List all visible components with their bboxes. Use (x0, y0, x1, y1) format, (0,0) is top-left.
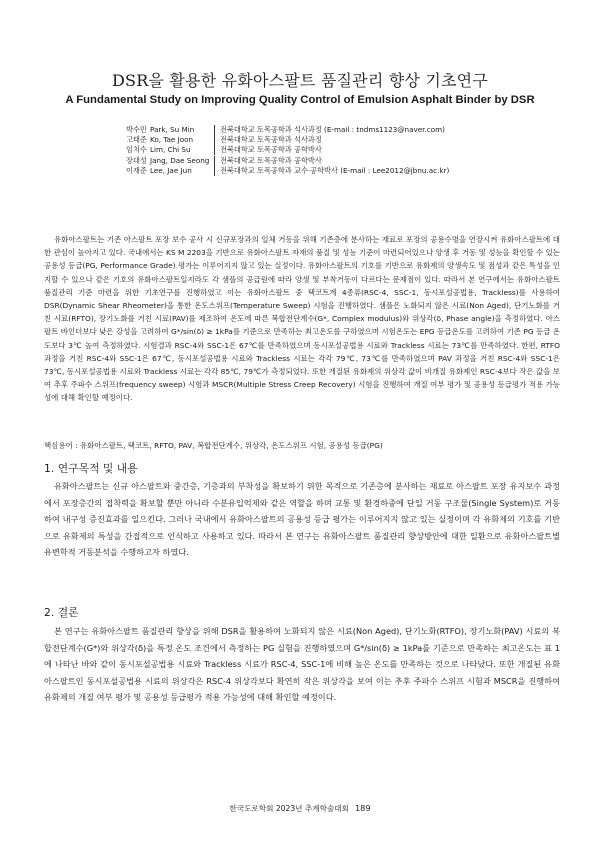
author-divider (214, 125, 215, 135)
page-number: 189 (354, 803, 371, 813)
author-row (126, 156, 546, 166)
author-divider (214, 145, 215, 155)
author-row (126, 125, 546, 135)
author-affiliation: 전북대학교 토목공학과 석사과정 (E-mail : tndms1123@naver.com) (220, 125, 445, 134)
author-divider (214, 166, 215, 176)
author-name-korean: 박수민 (126, 125, 147, 134)
keywords-line: 핵심용어 : 유화아스팔트, 택코트, RFTO, PAV, 복합전단계수, 위상각, 온도스위프 시험, 공용성 등급(PG) (44, 441, 383, 450)
author-affiliation: 전북대학교 토목공학과 공학박사 (220, 145, 322, 155)
paper-title-korean: DSR을 활용한 유화아스팔트 품질관리 향상 기초연구 (112, 71, 488, 90)
section-1-body: 유화아스팔트는 신규 아스팔트와 중간층, 기층과의 부착성을 확보하기 위한 목적으로 기존층에 분사하는 재료로 아스팔트 포장 유지보수 과정에서 포장층간의 접착력을 확보할 뿐만 아니라 수분유입억제와 같은 역할을 하며 교통 및 환경하중에 단일 거동 구조물(Single System)로 거동하여 내구성 증진효과를 일으킨다. 그러나 국내에서 유화아스팔트의 공용성 등급 평가는 이루어지지 않고 있는 실정이며 각 유화제의 기호를 기반으로 유화제의 특성을 간접적으로 인식하고 사용하고 있다. 따라서 본 연구는 유화아스팔트 품질관리 향상방안에 대한 일환으로 유화아스팔트별 유변학적 거동분석을 수행하고자 하였다. (44, 481, 560, 558)
author-divider (214, 156, 215, 166)
author-divider (214, 135, 215, 145)
page-footer (0, 803, 600, 814)
author-list (126, 125, 546, 176)
abstract-paragraph: 유화아스팔트는 기존 아스팔트 포장 보수 공사 시 신규포장과의 일체 거동을 위해 기존층에 분사하는 재료로 포장의 공용수명을 연장시켜 유화아스팔트에 대한 관심이 높아지고 있다. 국내에서는 KS M 2203을 기반으로 유화아스팔트 자재의 품질 및 성능 기준이 마련되어있으나 양생 후 거동 및 성능을 확인할 수 있는 공용성 등급(PG, Performance Grade) 평가는 이루어지지 않고 있는 실정이다. 유화아스팔트의 기호를 기반으로 유화제의 양생속도 및 점성과 같은 특성을 인지할 수 있으나 같은 기호의 유화아스팔트일지라도 각 샘플의 공급원에 따라 양생 및 부착거동이 다르다는 문제점이 있다. 따라서 본 연구에서는 유화아스팔트 품질관리 기준 마련을 위한 기초연구를 진행하였고 이는 유화아스팔트 중 택코트계 4종류(RSC-4, SSC-1, 동시포설공법용, Trackless)를 사용하여 DSR(Dynamic Shear Rheometer)을 통한 온도스위프(Temperature Sweep) 시험을 진행하였다. 샘플은 노화되지 않은 시료(Non Aged), 단기노화를 거친 시료(RFTO), 장기노화를 거친 시료(PAV)를 제조하여 온도에 따른 복합전단계수(G*, Complex modulus)와 위상각(δ, Phase angle)을 측정하였다. 아스팔트 바인더보다 낮은 강성을 고려하여 G*/sin(δ) ≥ 1kPa를 기준으로 만족하는 최고온도를 구하였으며 시험온도는 EPG 등급온도를 고려하여 기존 PG 등급 온도보다 3℃ 높여 측정하였다. 시험결과 RSC-4와 SSC-1은 67℃를 만족하였으며 동시포설공법용 시료와 Trackless 시료는 73℃를 만족하였다. 한편, RTFO 과정을 거친 RSC-4와 SSC-1은 67℃, 동시포설공법용 시료와 Trackless 시료는 각각 79℃, 73℃를 만족하였으며 PAV 과정을 거친 RSC-4와 SSC-1은 73℃, 동시포설공법용 시료와 Trackless 시료는 각각 85℃, 79℃가 측정되었다. 또한 개질된 유화제의 위상각 값이 비개질 유화제인 RSC-4보다 작은 값을 보여 추후 주파수 스위프(frequency sweep) 시험과 MSCR(Multiple Stress Creep Recovery) 시험을 진행하여 개질 여부 평가 및 공용성 등급평가 적용 가능성에 대해 확인할 예정이다. (44, 235, 560, 403)
section-1-heading: 1. 연구목적 및 내용 (44, 462, 138, 475)
author-name-korean: 장대성 (126, 155, 147, 165)
author-name-korean: 고태준 (126, 135, 147, 145)
author-name-english: Lee, Jae Jun (150, 165, 192, 175)
conference-name: 한국도로학회 2023년 추계학술대회 (229, 804, 349, 813)
paper-title-english: A Fundamental Study on Improving Quality Control of Emulsion Asphalt Binder by DSR (65, 94, 535, 106)
author-name-english: Park, Su Min (150, 125, 195, 134)
author-name-english: Lim, Chi Su (150, 145, 191, 155)
author-row (126, 135, 546, 145)
section-2-body: 본 연구는 유화아스팔트 품질관리 향상을 위해 DSR을 활용하여 노화되지 않은 시료(Non Aged), 단기노화(RTFO), 장기노화(PAV) 시료의 복합전단계수(G*)와 위상각(δ)을 특정 온도 조건에서 측정하는 PG 실험을 진행하였으며 G*/sin(δ) ≥ 1kPa를 기준으로 만족하는 최고온도는 표 1에 나타난 바와 같이 동시포설공법용 시료와 Trackless 시료가 RSC-4, SSC-1에 비해 높은 온도를 만족하는 것으로 나타났다. 또한 개질된 유화아스팔트인 동시포설공법용 시료의 위상각은 RSC-4 위상각보다 확연히 작은 위상각을 보여 이는 추후 주파수 스위프 시험과 MSCR을 진행하여 유화제의 개질 여부 평가 및 공용성 등급평가 적용 가능성에 대해 확인할 예정이다. (44, 626, 560, 703)
author-affiliation: 전북대학교 토목공학과 교수·공학박사 (E-mail : Lee2012@jbnu.ac.kr) (220, 165, 450, 175)
author-row (126, 145, 546, 155)
author-name-korean: 임치수 (126, 145, 147, 155)
author-name-korean: 이재준 (126, 165, 147, 175)
author-affiliation: 전북대학교 토목공학과 석사과정 (220, 135, 322, 145)
section-2-heading: 2. 결론 (44, 606, 79, 619)
author-row (126, 166, 546, 176)
author-name-english: Ko, Tae Joon (150, 135, 194, 145)
author-name-english: Jang, Dae Seong (150, 155, 210, 165)
author-affiliation: 전북대학교 토목공학과 공학박사 (220, 155, 322, 165)
